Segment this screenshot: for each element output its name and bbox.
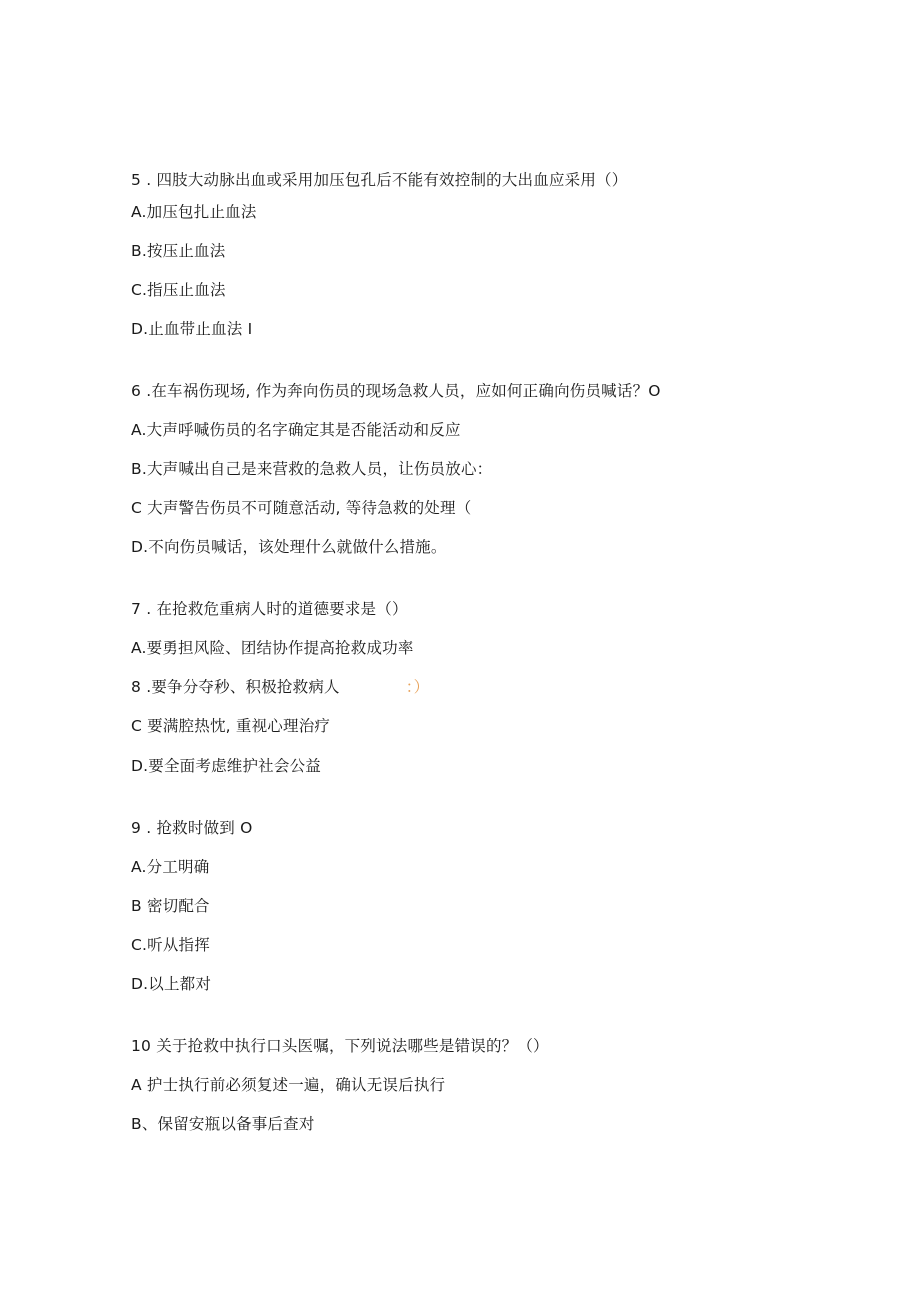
question-6-option-c: C 大声警告伤员不可随意活动, 等待急救的处理（ [131, 499, 472, 517]
question-7-option-c: C 要满腔热忱, 重视心理治疗 [131, 717, 331, 735]
question-9-stem: 9 . 抢救时做到 O [131, 819, 253, 837]
question-7-stem: 7 . 在抢救危重病人时的道德要求是（） [131, 600, 408, 618]
question-5-option-d: D.止血带止血法 I [131, 320, 253, 338]
question-7-option-b-text: 8 .要争分夺秒、积极抢救病人 [131, 678, 340, 696]
question-9-option-c: C.听从指挥 [131, 936, 210, 954]
question-10-option-b: B、保留安瓶以备事后查对 [131, 1115, 315, 1133]
question-6-option-a: A.大声呼喊伤员的名字确定其是否能活动和反应 [131, 421, 461, 439]
question-9-option-b: B 密切配合 [131, 897, 210, 915]
question-7-option-a: A.要勇担风险、团结协作提高抢救成功率 [131, 639, 414, 657]
question-7-option-b [131, 677, 429, 697]
question-5-option-c: C.指压止血法 [131, 281, 226, 299]
question-6-option-d: D.不向伤员喊话，该处理什么就做什么措施。 [131, 538, 447, 556]
stray-mark: ：） [405, 678, 430, 696]
question-6-option-b: B.大声喊出自己是来营救的急救人员，让伤员放心： [131, 460, 493, 478]
question-9-option-a: A.分工明确 [131, 858, 210, 876]
question-9-option-d: D.以上都对 [131, 975, 212, 993]
question-5-option-a: A.加压包扎止血法 [131, 203, 257, 221]
question-5-option-b: B.按压止血法 [131, 242, 226, 260]
question-5-stem: 5 . 四肢大动脉出血或采用加压包孔后不能有效控制的大出血应采用（） [131, 171, 628, 189]
question-7-option-d: D.要全面考虑维护社会公益 [131, 757, 321, 775]
question-10-stem: 10 关于抢救中执行口头医嘱，下列说法哪些是错误的？（） [131, 1037, 549, 1055]
question-6-stem: 6 .在车祸伤现场, 作为奔向伤员的现场急救人员，应如何正确向伤员喊话？O [131, 382, 661, 400]
question-10-option-a: A 护士执行前必须复述一遍，确认无误后执行 [131, 1076, 446, 1094]
